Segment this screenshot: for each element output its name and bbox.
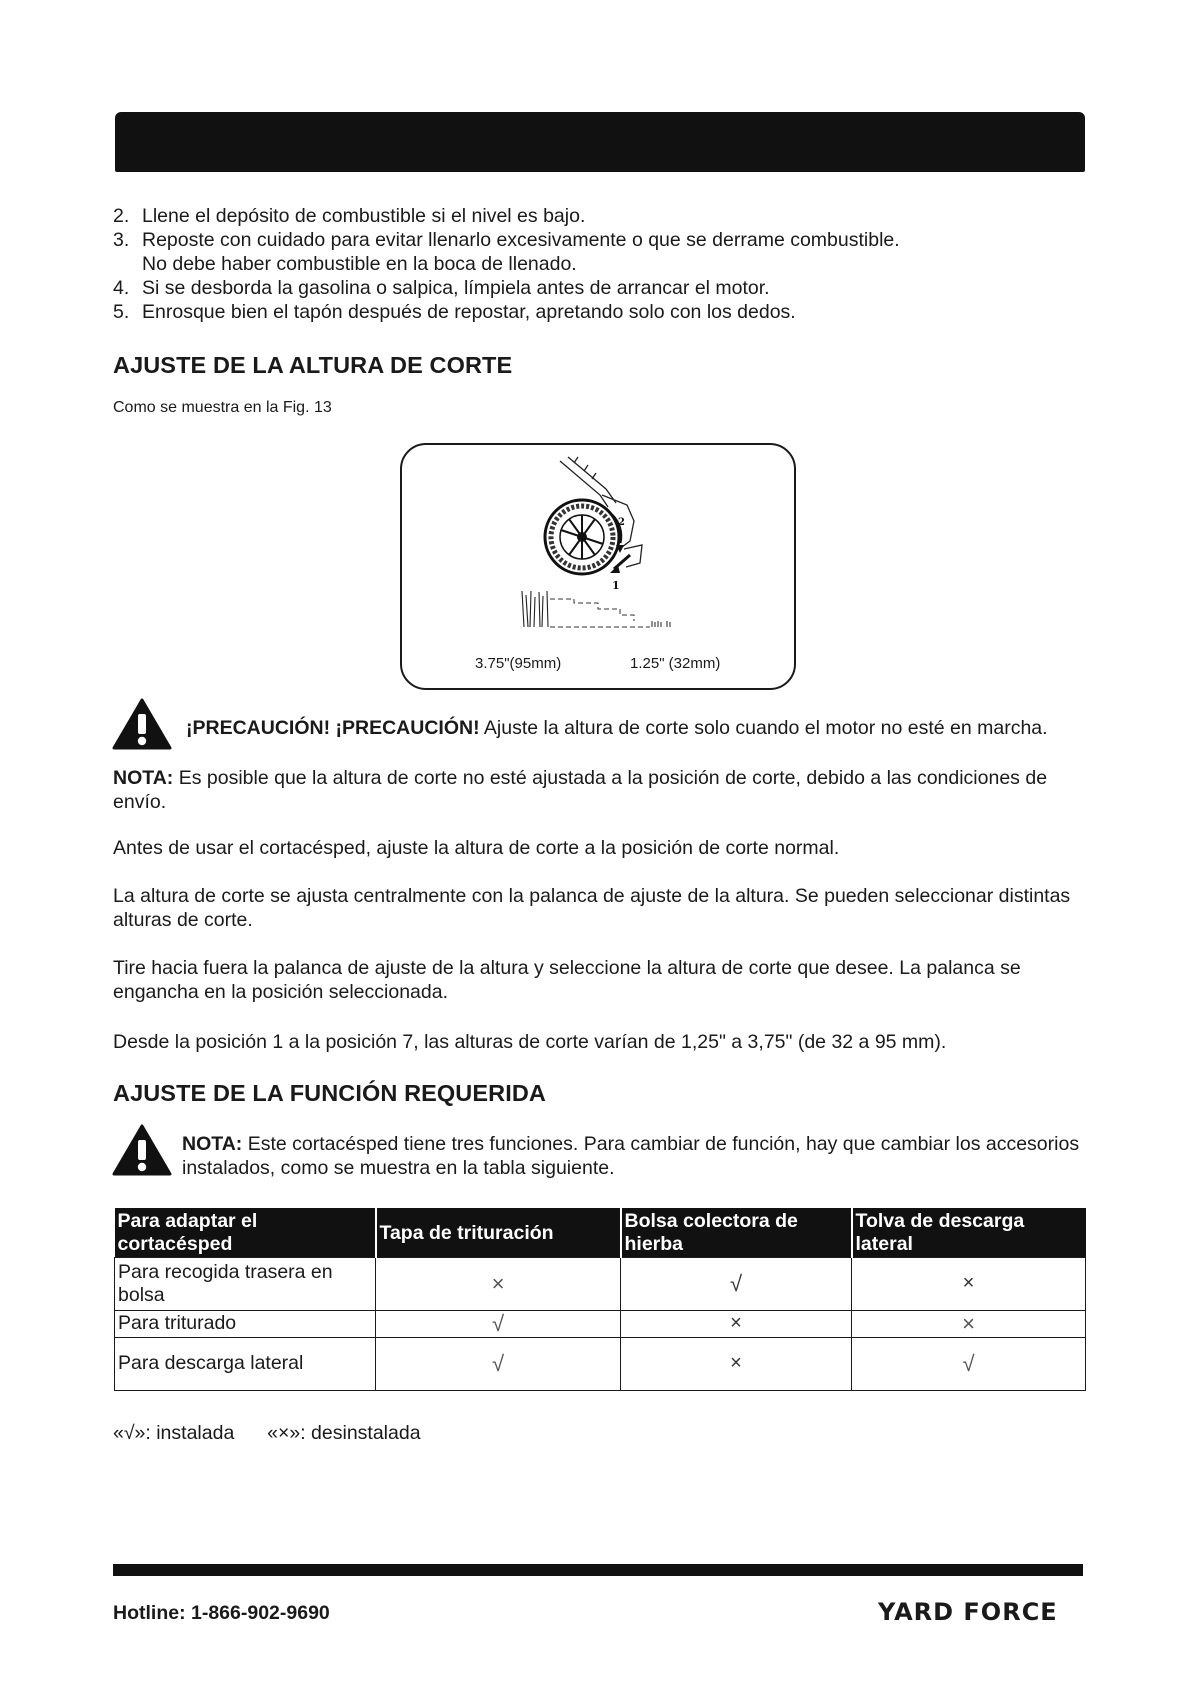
note-paragraph-shipping: NOTA: Es posible que la altura de corte no esté ajustada a la posición de corte, debido a las condiciones de envío. <box>113 767 1048 813</box>
warning-triangle-icon <box>112 1124 172 1176</box>
mark-cell: √ <box>852 1337 1086 1390</box>
section-title-cutting-height: AJUSTE DE LA ALTURA DE CORTE <box>113 352 513 378</box>
table-row <box>115 1257 1086 1310</box>
refuel-steps <box>113 204 1093 324</box>
caution-paragraph: ¡PRECAUCIÓN! ¡PRECAUCIÓN! Ajuste la altura de corte solo cuando el motor no esté en marcha. <box>186 717 1048 739</box>
warning-triangle-icon <box>112 698 172 750</box>
mark-cell: × <box>621 1337 852 1390</box>
mark-cell: √ <box>376 1310 621 1337</box>
header-side-chute: Tolva de descarga lateral <box>852 1208 1086 1257</box>
table-row <box>115 1337 1086 1390</box>
height-label-max: 3.75"(95mm) <box>475 655 562 672</box>
mark-cell: √ <box>376 1337 621 1390</box>
marker-1: 1 <box>612 579 620 592</box>
row-label: Para recogida trasera en bolsa <box>115 1257 376 1310</box>
paragraph-before-use: Antes de usar el cortacésped, ajuste la altura de corte a la posición de corte normal. <box>113 837 840 859</box>
mark-cell: × <box>852 1257 1086 1310</box>
step-2: 2. Llene el depósito de combustible si el nivel es bajo. <box>113 205 586 227</box>
header-bar <box>115 112 1085 172</box>
table-legend <box>113 1422 421 1445</box>
mark-cell: × <box>852 1310 1086 1337</box>
step-5: 5. Enrosque bien el tapón después de repostar, apretando solo con los dedos. <box>113 301 796 323</box>
height-label-min: 1.25" (32mm) <box>630 655 721 672</box>
step-3: 3. Reposte con cuidado para evitar llenarlo excesivamente o que se derrame combustible. No debe haber combustible en la boca de llenado. <box>113 229 900 275</box>
paragraph-positions: Desde la posición 1 a la posición 7, las alturas de corte varían de 1,25" a 3,75" (de 32 a 95 mm). <box>113 1031 947 1053</box>
row-label: Para descarga lateral <box>115 1337 376 1390</box>
mark-cell: √ <box>621 1257 852 1310</box>
marker-2: 2 <box>618 517 625 528</box>
paragraph-pull-lever: Tire hacia fuera la palanca de ajuste de la altura y seleccione la altura de corte que desee. La palanca se engancha en la posición seleccionada. <box>113 957 1021 1003</box>
mark-cell: × <box>376 1257 621 1310</box>
note-paragraph-functions: NOTA: Este cortacésped tiene tres funciones. Para cambiar de función, hay que cambiar los accesorios instalados, como se muestra en la tabla siguiente. <box>182 1133 1080 1179</box>
hotline: Hotline: 1-866-902-9690 <box>113 1602 330 1624</box>
table-header-row <box>115 1208 1086 1257</box>
wheel-icon <box>545 500 619 574</box>
row-label: Para triturado <box>115 1310 376 1337</box>
paragraph-central-adjust: La altura de corte se ajusta centralmente con la palanca de ajuste de la altura. Se pueden seleccionar distintas alturas de corte. <box>113 885 1071 931</box>
section-title-function: AJUSTE DE LA FUNCIÓN REQUERIDA <box>113 1080 546 1106</box>
function-table <box>114 1208 1086 1391</box>
header-adapt: Para adaptar el cortacésped <box>115 1208 376 1257</box>
wheel-height-illustration <box>402 445 798 692</box>
footer-bar <box>113 1564 1083 1576</box>
figure-13 <box>400 443 796 690</box>
figure-caption: Como se muestra en la Fig. 13 <box>113 399 332 416</box>
legend-uninstalled: «×»: desinstalada <box>267 1422 421 1444</box>
brand-logo: YARD FORCE <box>878 1598 1058 1626</box>
table-row <box>115 1310 1086 1337</box>
header-mulch-plug: Tapa de trituración <box>376 1208 621 1257</box>
header-grass-bag: Bolsa colectora de hierba <box>621 1208 852 1257</box>
legend-installed: «√»: instalada <box>113 1422 235 1444</box>
step-4: 4. Si se desborda la gasolina o salpica, límpiela antes de arrancar el motor. <box>113 277 770 299</box>
mark-cell: × <box>621 1310 852 1337</box>
